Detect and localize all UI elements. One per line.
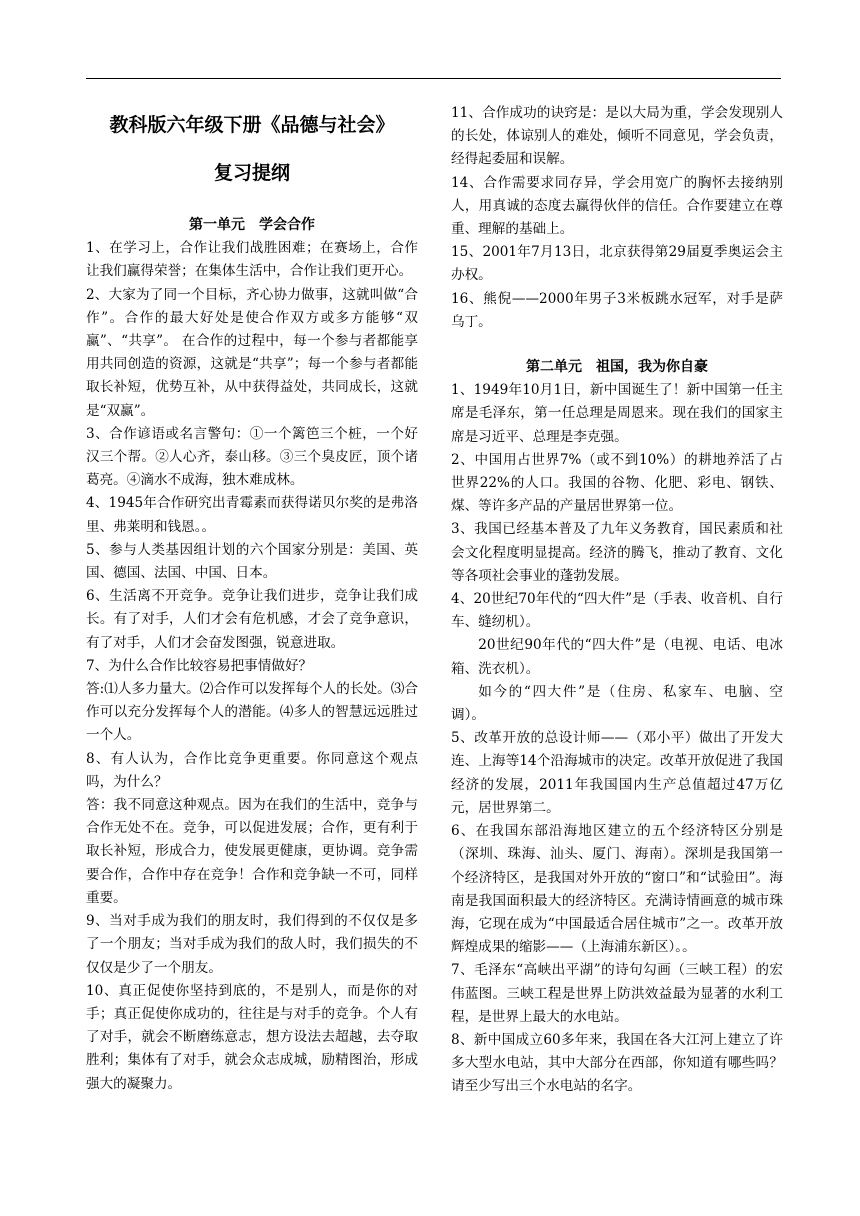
- paragraph: 4、1945年合作研究出青霉素而获得诺贝尔奖的是弗洛里、弗莱明和钱恩。。: [86, 495, 418, 535]
- paragraph: 10、真正促使你坚持到底的，不是别人，而是你的对手；真正促使你成功的，往往是与对手的竞争。个人有了对手，就会不断磨练意志，想方设法去超越，去夺取胜利；集体有了对手，就会众志成城，励精图治，形成强大的凝聚力。: [86, 982, 418, 1092]
- left-column: [86, 94, 418, 1096]
- right-column: [451, 102, 783, 1099]
- document-title: 教科版六年级下册《品德与社会》: [109, 114, 395, 136]
- unit-2-content: [451, 379, 783, 1098]
- paragraph: 11、合作成功的诀窍是：是以大局为重，学会发现别人的长处，体谅别人的难处，倾听不同意见，学会负责，经得起委屈和误解。: [451, 105, 783, 168]
- paragraph: 4、20世纪70年代的“四大件”是（手表、收音机、自行车、缝纫机）。: [451, 591, 783, 631]
- paragraph: 3、合作谚语或名言警句：①一个篱笆三个桩，一个好汉三个帮。②人心齐，泰山移。③三个臭皮匠，顶个诸葛亮。④滴水不成海，独木难成林。: [86, 425, 418, 489]
- unit-1-heading: 第一单元 学会合作: [189, 217, 315, 233]
- unit-2-heading: 第二单元 祖国，我为你自豪: [526, 359, 708, 376]
- paragraph: 9、当对手成为我们的朋友时，我们得到的不仅仅是多了一个朋友；当对手成为我们的敌人时，我们损失的不仅仅是少了一个朋友。: [86, 913, 418, 976]
- paragraph: 1、1949年10月1日，新中国诞生了！新中国第一任主席是毛泽东，第一任总理是周恩来。现在我们的国家主席是习近平、总理是李克强。: [451, 382, 783, 445]
- paragraph: 5、参与人类基因组计划的六个国家分别是：美国、英国、德国、法国、中国、日本。: [86, 541, 418, 582]
- paragraph: 8、新中国成立60多年来，我国在各大江河上建立了许多大型水电站，其中大部分在西部，你知道有哪些吗？请至少写出三个水电站的名字。: [451, 1031, 783, 1095]
- paragraph: 20世纪90年代的“四大件”是（电视、电话、电冰箱、洗衣机）。: [451, 637, 783, 677]
- header-rule: [86, 78, 781, 79]
- paragraph: 答:⑴人多力量大。⑵合作可以发挥每个人的长处。⑶合作可以充分发挥每个人的潜能。⑷多人的智慧远远胜过一个人。: [86, 681, 418, 744]
- paragraph: 1、在学习上，合作让我们战胜困难；在赛场上，合作让我们赢得荣誉；在集体生活中，合作让我们更开心。: [86, 240, 418, 280]
- paragraph: 3、我国已经基本普及了九年义务教育，国民素质和社会文化程度明显提高。经济的腾飞，推动了教育、文化等各项社会事业的蓬勃发展。: [451, 521, 783, 584]
- paragraph: 7、毛泽东“高峡出平湖”的诗句勾画（三峡工程）的宏伟蓝图。三峡工程是世界上防洪效益最为显著的水利工程，是世界上最大的水电站。: [451, 962, 783, 1025]
- paragraph: 如今的“四大件”是（住房、私家车、电脑、空调）。: [451, 683, 783, 724]
- unit-1-content: [86, 237, 418, 1096]
- paragraph: 6、在我国东部沿海地区建立的五个经济特区分别是（深圳、珠海、汕头、厦门、海南）。深圳是我国第一个经济特区，是我国对外开放的“窗口”和“试验田”。海南是我国面积最大的经济特区。充满诗情画意的城市珠海，它现在成为“中国最适合居住城市”之一。改革开放辉煌成果的缩影——（上海浦东新区）。。: [451, 823, 783, 956]
- paragraph: 15、2001年7月13日，北京获得第29届夏季奥运会主办权。: [451, 244, 783, 284]
- paragraph: 5、改革开放的总设计师——（邓小平）做出了开发大连、上海等14个沿海城市的决定。改革开放促进了我国经济的发展，2011年我国国内生产总值超过47万亿元，居世界第二。: [451, 730, 783, 816]
- unit-1-continued: [451, 102, 783, 334]
- paragraph: 6、生活离不开竞争。竞争让我们进步，竞争让我们成长。有了对手，人们才会有危机感，才会了竞争意识，有了对手，人们才会奋发图强，锐意进取。: [86, 588, 418, 651]
- paragraph: 8、有人认为，合作比竞争更重要。你同意这个观点吗，为什么？: [86, 750, 418, 790]
- paragraph: 2、中国用占世界7%（或不到10%）的耕地养活了占世界22%的人口。我国的谷物、化肥、彩电、钢铁、煤、等许多产品的产量居世界第一位。: [451, 451, 783, 515]
- paragraph: 14、合作需要求同存异，学会用宽广的胸怀去接纳别人，用真诚的态度去赢得伙伴的信任。合作要建立在尊重、理解的基础上。: [451, 174, 783, 238]
- paragraph: 7、为什么合作比较容易把事情做好？: [86, 657, 313, 674]
- paragraph: 16、熊倪——2000年男子3米板跳水冠军，对手是萨乌丁。: [451, 290, 783, 330]
- paragraph: 答：我不同意这种观点。因为在我们的生活中，竞争与合作无处不在。竞争，可以促进发展；合作，更有利于取长补短，形成合力，使发展更健康，更协调。竞争需要合作，合作中存在竞争！合作和竞争缺一不可，同样重要。: [86, 797, 418, 906]
- document-subtitle: 复习提纲: [213, 162, 290, 184]
- paragraph: 2、大家为了同一个目标，齐心协力做事，这就叫做“合作”。合作的最大好处是使合作双方或多方能够“双赢”、“共享”。 在合作的过程中，每一个参与者都能享用共同创造的资源，这就是“共享”；每一个参与者都能取长补短，优势互补，从中获得益处，共同成长，这就是“双赢”。: [86, 286, 418, 419]
